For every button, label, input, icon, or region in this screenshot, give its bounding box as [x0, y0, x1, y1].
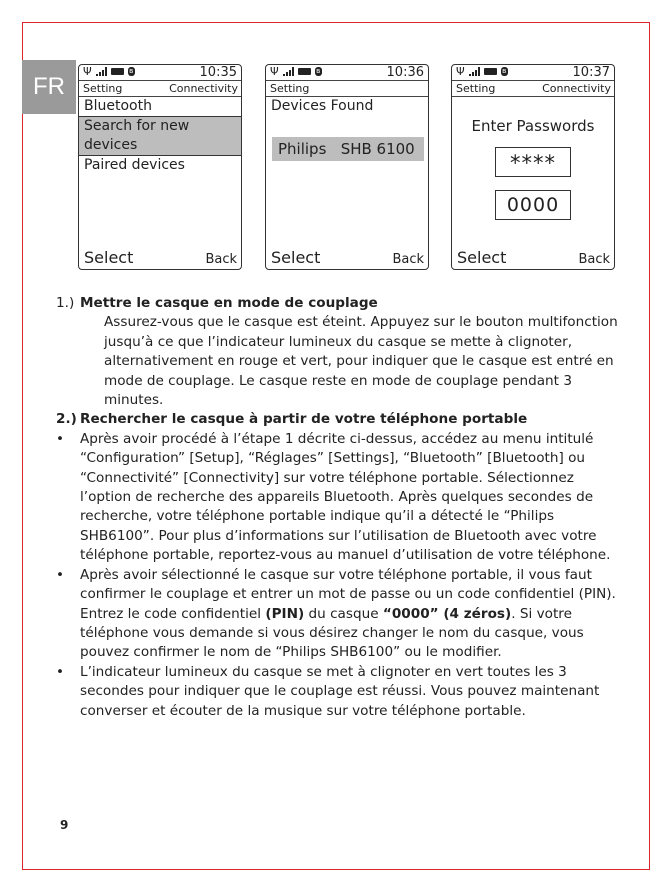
- bluetooth-icon: ʙ: [129, 67, 134, 75]
- battery-icon: [111, 68, 124, 75]
- antenna-icon: Ψ: [456, 65, 465, 78]
- header-connectivity: Connectivity: [169, 82, 238, 95]
- menu-item-search-devices[interactable]: Search for new devices: [79, 116, 241, 156]
- clock: 10:37: [572, 65, 610, 80]
- header-setting: Setting: [83, 82, 123, 95]
- header-connectivity: Connectivity: [542, 82, 611, 95]
- antenna-icon: Ψ: [83, 65, 92, 78]
- screen-header: [79, 80, 241, 97]
- step-2-heading: 2.) Rechercher le casque à partir de votre téléphone portable: [56, 411, 528, 428]
- bullet-item: • Après avoir sélectionné le casque sur votre téléphone portable, il vous faut confirmer le couplage et entrer un mot de passe ou un code confidentiel (PIN). Entrez le code confidentiel (PIN) du casque “0000” (4 zéros). Si votre téléphone vous demande si vous désirez changer le nom du casque, vous pouvez confirmer le nom de “Philips SHB6100” ou le modifier.: [56, 566, 616, 661]
- status-bar: [452, 65, 614, 80]
- softkey-select[interactable]: Select: [271, 248, 321, 267]
- bullet-item: • L’indicateur lumineux du casque se met à clignoter en vert toutes les 3 secondes pour indiquer que le couplage est réussi. Vous pouvez maintenant converser et écouter de la musique sur votre téléphone portable.: [56, 663, 600, 719]
- step-1-heading: 1.) Mettre le casque en mode de couplage: [56, 295, 378, 311]
- softkey-back[interactable]: Back: [205, 252, 237, 267]
- header-setting: Setting: [456, 82, 496, 95]
- password-prompt: Enter Passwords: [471, 117, 595, 135]
- status-bar: [79, 65, 241, 80]
- signal-bars-icon: [283, 67, 294, 76]
- battery-icon: [484, 68, 497, 75]
- signal-bars-icon: [469, 67, 480, 76]
- clock: 10:35: [199, 65, 237, 80]
- softkey-select[interactable]: Select: [457, 248, 507, 267]
- found-device-philips[interactable]: Philips SHB 6100: [272, 137, 424, 161]
- menu-item-bluetooth[interactable]: Bluetooth: [84, 98, 152, 114]
- page-number: 9: [60, 818, 69, 832]
- signal-bars-icon: [96, 67, 107, 76]
- screen-header: [452, 80, 614, 97]
- menu-item-paired-devices[interactable]: Paired devices: [84, 157, 185, 173]
- step-1-text: Assurez-vous que le casque est éteint. Appuyez sur le bouton multifonction jusqu’à ce que l’indicateur lumineux du casque se mette à clignoter, alternativement en rouge et vert, pour indiquer que le casque est entré en mode de couplage. Le casque reste en mode de couplage pendant 3 minutes.: [104, 314, 618, 409]
- password-input[interactable]: 0000: [495, 190, 571, 220]
- antenna-icon: Ψ: [270, 65, 279, 78]
- phone-screen-connectivity: [78, 64, 242, 270]
- header-setting: Setting: [270, 82, 310, 95]
- devices-found-title: Devices Found: [271, 98, 374, 114]
- bluetooth-icon: ʙ: [502, 67, 507, 75]
- language-tab: FR: [22, 60, 76, 114]
- instructions: [56, 294, 620, 721]
- status-bar: [266, 65, 428, 80]
- phone-screen-password: [451, 64, 615, 270]
- screen-header: [266, 80, 428, 97]
- softkey-back[interactable]: Back: [578, 252, 610, 267]
- phone-screen-devices-found: [265, 64, 429, 270]
- battery-icon: [298, 68, 311, 75]
- masked-password-field[interactable]: ****: [495, 147, 571, 177]
- clock: 10:36: [386, 65, 424, 80]
- softkey-back[interactable]: Back: [392, 252, 424, 267]
- bluetooth-icon: ʙ: [316, 67, 321, 75]
- bullet-item: • Après avoir procédé à l’étape 1 décrite ci-dessus, accédez au menu intitulé “Configuration” [Setup], “Réglages” [Settings], “Bluetooth” [Bluetooth] ou “Connectivité” [Connectivity] sur votre téléphone portable. Sélectionnez l’option de recherche des appareils Bluetooth. Après quelques secondes de recherche, votre téléphone portable indique qu’il a détecté le “Philips SHB6100”. Pour plus d’informations sur l’utilisation de Bluetooth avec votre téléphone portable, reportez-vous au manuel d’utilisation de votre téléphone.: [56, 430, 611, 564]
- softkey-select[interactable]: Select: [84, 248, 134, 267]
